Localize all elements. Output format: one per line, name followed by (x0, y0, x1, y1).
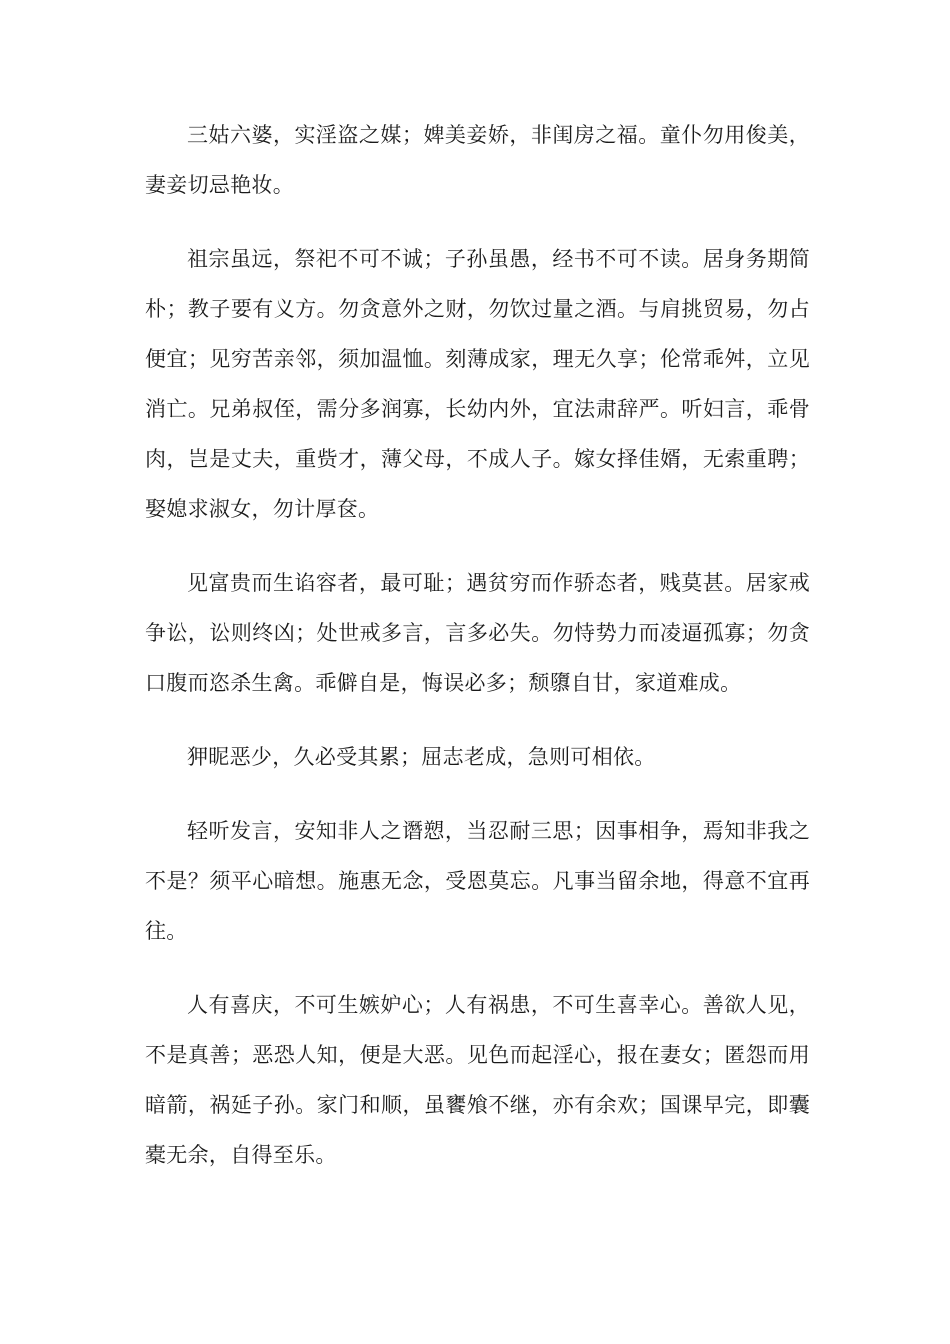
paragraph-2: 祖宗虽远，祭祀不可不诚；子孙虽愚，经书不可不读。居身务期简朴；教子要有义方。勿贪意外之财，勿饮过量之酒。与肩挑贸易，勿占便宜；见穷苦亲邻，须加温恤。刻薄成家，理无久享；伦常乖舛，立见消亡。兄弟叔侄，需分多润寡，长幼内外，宜法肃辞严。听妇言，乖骨肉，岂是丈夫，重赀才，薄父母，不成人子。嫁女择佳婿，无索重聘；娶媳求淑女，勿计厚奁。 (145, 247, 810, 521)
paragraph-5: 轻听发言，安知非人之谮愬，当忍耐三思；因事相争，焉知非我之不是？须平心暗想。施惠无念，受恩莫忘。凡事当留余地，得意不宜再往。 (145, 819, 810, 943)
document-body (145, 110, 810, 1204)
paragraph-4: 狎昵恶少，久必受其累；屈志老成，急则可相依。 (187, 745, 656, 769)
paragraph-1: 三姑六婆，实淫盗之媒；婢美妾娇，非闺房之福。童仆勿用俊美，妻妾切忌艳妆。 (145, 123, 810, 197)
paragraph-3: 见富贵而生谄容者，最可耻；遇贫穷而作骄态者，贱莫甚。居家戒争讼，讼则终凶；处世戒多言，言多必失。勿恃势力而凌逼孤寡；勿贪口腹而恣杀生禽。乖僻自是，悔误必多；颓隳自甘，家道难成。 (145, 571, 810, 695)
paragraph-6: 人有喜庆，不可生嫉妒心；人有祸患，不可生喜幸心。善欲人见，不是真善；恶恐人知，便是大恶。见色而起淫心，报在妻女；匿怨而用暗箭，祸延子孙。家门和顺，虽饔飧不继，亦有余欢；国课早完，即囊橐无余，自得至乐。 (145, 993, 810, 1167)
